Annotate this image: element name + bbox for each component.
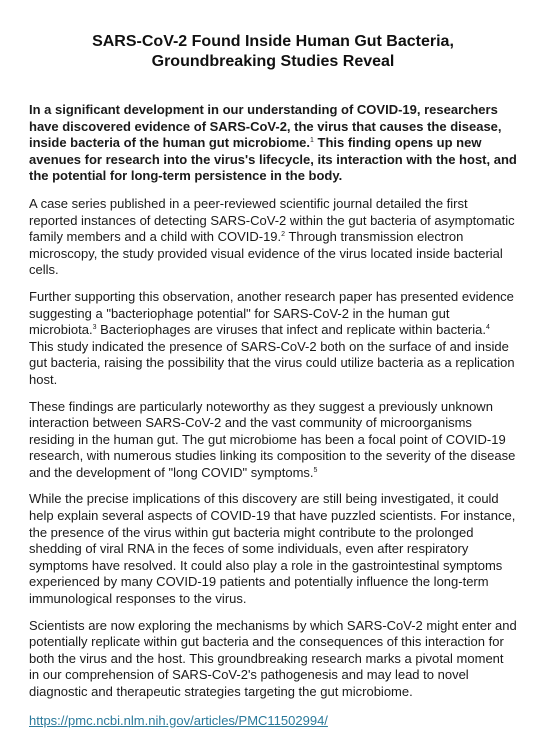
paragraph-text: Further supporting this observation, another research paper has presented evidence suggesting a "bacteriophage potential" for SARS-CoV-2 in the human gut microbiota. [29, 288, 514, 338]
reference-marker: 4 [485, 324, 490, 332]
paragraph-text: Bacteriophages are viruses that infect and replicate within bacteria. [96, 322, 486, 338]
reference-marker: 1 [310, 137, 314, 145]
lead-text-2: This finding opens up new avenues for research into the virus's lifecycle, its interaction with the host, and the potential for long-term persistence in the body. [29, 135, 517, 184]
paragraph-text: This study indicated the presence of SARS-CoV-2 both on the surface of and inside gut bacteria, raising the possibility that the virus could utilize bacteria as a replication host. [29, 338, 515, 387]
reference-marker: 5 [313, 466, 318, 474]
source-link[interactable]: https://pmc.ncbi.nlm.nih.gov/articles/PMC11502994/ [29, 712, 328, 728]
paragraph-findings [29, 399, 517, 482]
lead-paragraph [29, 102, 517, 185]
reference-marker: 2 [281, 231, 286, 239]
paragraph-text: Through transmission electron microscopy, the study provided visual evidence of the virus located inside bacterial cells. [29, 229, 503, 278]
paragraph-bacteriophage [29, 289, 517, 389]
paragraph-text: A case series published in a peer-reviewed scientific journal detailed the first reported instances of detecting SARS-CoV-2 within the gut bacteria of asymptomatic family members and a child with COVID-19. [29, 195, 515, 245]
lead-text-1: In a significant development in our understanding of COVID-19, researchers have discovered evidence of SARS-CoV-2, the virus that causes the disease, inside bacteria of the human gut microbiome. [29, 102, 502, 151]
paragraph-mechanisms: Scientists are now exploring the mechanisms by which SARS-CoV-2 might enter and potentially replicate within gut bacteria and the consequences of this interaction for both the virus and the host. This groundbreaking research marks a pivotal moment in our comprehension of SARS-CoV-2's pathogenesis and may lead to novel diagnostic and therapeutic strategies targeting the gut microbiome. [29, 617, 517, 699]
article-title: SARS-CoV-2 Found Inside Human Gut Bacteria, Groundbreaking Studies Reveal [92, 33, 454, 70]
reference-marker: 3 [92, 324, 97, 332]
paragraph-text: These findings are particularly noteworthy as they suggest a previously unknown interaction between SARS-CoV-2 and the vast community of microorganisms residing in the human gut. The gut microbiome has been a focal point of COVID-19 research, with numerous studies linking its composition to the severity of the disease and the development of "long COVID" symptoms. [29, 398, 516, 480]
paragraph-case-series [29, 196, 517, 279]
paragraph-implications: While the precise implications of this discovery are still being investigated, it could help explain several aspects of COVID-19 that have puzzled scientists. For instance, the presence of the virus within gut bacteria might contribute to the prolonged shedding of viral RNA in the feces of some individuals, even after respiratory symptoms have resolved. It could also play a role in the gastrointestinal symptoms experienced by many COVID-19 patients and potentially influence the long-term immunological responses to the virus. [29, 491, 516, 607]
article-body [29, 102, 517, 730]
